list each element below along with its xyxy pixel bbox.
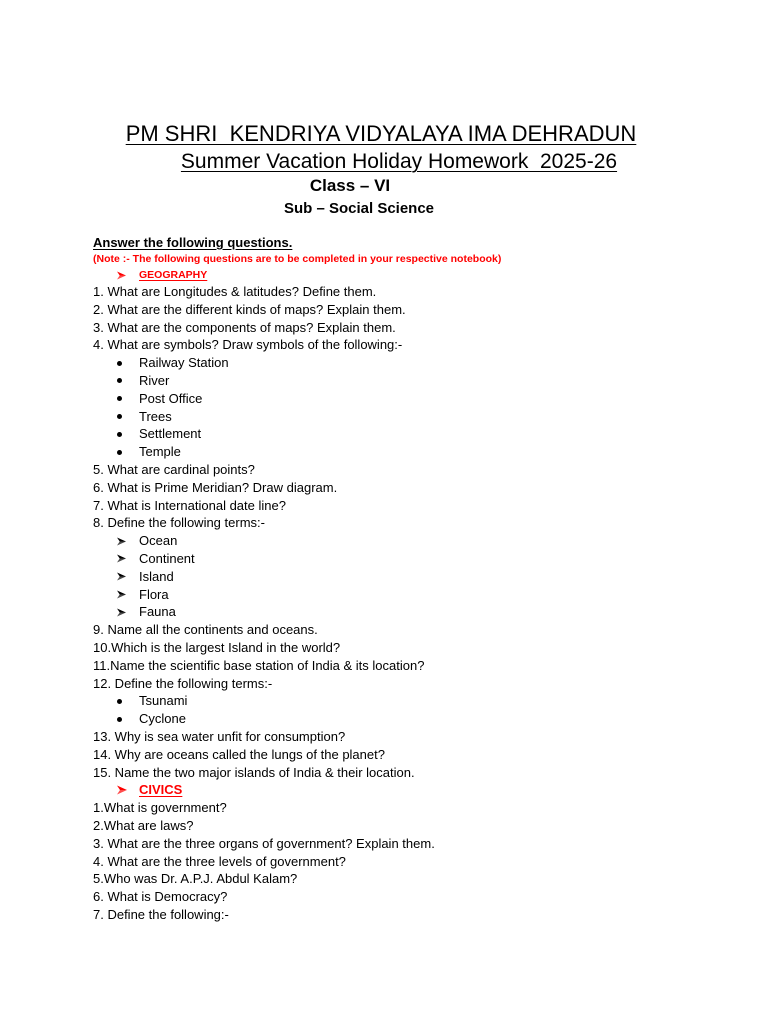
arrowhead-lower-facet (117, 790, 127, 795)
question-item: 7. Define the following:- (93, 906, 229, 922)
arrowhead-upper-facet (117, 271, 126, 275)
bullet-icon (117, 396, 122, 401)
sub-item-text: Railway Station (139, 355, 229, 371)
arrowhead-icon (117, 271, 126, 280)
document-title-text: Summer Vacation Holiday Homework 2025-26 (180, 150, 618, 173)
instructions-heading: Answer the following questions. (93, 235, 293, 250)
sub-item-text: Island (139, 568, 174, 584)
sub-item-text: Settlement (139, 426, 202, 442)
arrowhead-upper-facet (117, 608, 126, 612)
question-item: 1.What is government? (93, 800, 227, 816)
sub-item (93, 710, 733, 728)
question-item: 6. What is Prime Meridian? Draw diagram. (93, 479, 338, 495)
arrowhead-icon (117, 590, 126, 599)
sub-item (93, 586, 733, 604)
sub-item-text: Tsunami (139, 693, 188, 709)
question-item: 12. Define the following terms:- (93, 675, 273, 691)
question-item: 5.Who was Dr. A.P.J. Abdul Kalam? (93, 871, 298, 887)
arrowhead-lower-facet (117, 594, 126, 598)
arrowhead-lower-facet (117, 577, 126, 581)
question-item: 2.What are laws? (93, 817, 194, 833)
subject-label (0, 199, 768, 219)
arrowhead-upper-facet (117, 573, 126, 577)
sub-item (93, 372, 733, 390)
sub-item-text: Fauna (139, 604, 176, 620)
question-item: 3. What are the components of maps? Explain them. (93, 319, 396, 335)
question-item: 6. What is Democracy? (93, 889, 228, 905)
sub-item-text: Trees (139, 408, 172, 424)
question-item: 7. What is International date line? (93, 497, 286, 513)
sub-item (93, 603, 733, 621)
question-item: 15. Name the two major islands of India & their location. (93, 764, 415, 780)
arrowhead-icon (117, 537, 126, 546)
arrowhead-lower-facet (117, 275, 126, 279)
document-title (0, 149, 768, 175)
sub-item (93, 425, 733, 443)
sub-item (93, 354, 733, 372)
civics-questions (93, 799, 733, 924)
question-item: 4. What are the three levels of government? (93, 853, 346, 869)
subject-label-text: Sub – Social Science (283, 200, 435, 217)
class-label (0, 175, 768, 197)
class-label-text: Class – VI (309, 176, 391, 195)
arrowhead-lower-facet (117, 541, 126, 545)
arrowhead-lower-facet (117, 559, 126, 563)
bullet-icon (117, 414, 122, 419)
question-item: 2. What are the different kinds of maps? Explain them. (93, 301, 406, 317)
sub-item-text: Temple (139, 444, 181, 460)
sub-item (93, 550, 733, 568)
sub-item (93, 568, 733, 586)
section-heading-geography (93, 267, 733, 283)
question-item: 10.Which is the largest Island in the world? (93, 639, 341, 655)
sub-item-text: Cyclone (139, 711, 186, 727)
arrowhead-upper-facet (117, 786, 127, 791)
question-item: 13. Why is sea water unfit for consumption? (93, 728, 346, 744)
arrowhead-icon (117, 572, 126, 581)
question-content (93, 235, 733, 924)
bullet-icon (117, 361, 122, 366)
sub-item (93, 532, 733, 550)
sub-item-text: Post Office (139, 390, 203, 406)
arrowhead-upper-facet (117, 537, 126, 541)
arrowhead-upper-facet (117, 590, 126, 594)
question-item: 3. What are the three organs of government? Explain them. (93, 835, 435, 851)
sub-item-text: Continent (139, 550, 195, 566)
geography-questions (93, 283, 733, 781)
question-item: 11.Name the scientific base station of India & its location? (93, 657, 425, 673)
sub-item-text: Ocean (139, 533, 178, 549)
arrowhead-lower-facet (117, 612, 126, 616)
question-item: 4. What are symbols? Draw symbols of the following:- (93, 337, 403, 353)
sub-item (93, 390, 733, 408)
question-item: 8. Define the following terms:- (93, 515, 265, 531)
sub-item (93, 692, 733, 710)
sub-item-text: River (139, 372, 170, 388)
arrowhead-icon (117, 608, 126, 617)
sub-item (93, 443, 733, 461)
section-heading-civics (93, 781, 733, 799)
arrowhead-icon (117, 554, 126, 563)
school-name-text: PM SHRI KENDRIYA VIDYALAYA IMA DEHRADUN (125, 121, 637, 146)
arrowhead-icon (117, 785, 127, 795)
bullet-icon (117, 432, 122, 437)
question-item: 14. Why are oceans called the lungs of the planet? (93, 746, 385, 762)
bullet-icon (117, 699, 122, 704)
question-item: 9. Name all the continents and oceans. (93, 622, 318, 638)
instructions-note: (Note :- The following questions are to be completed in your respective notebook) (93, 253, 502, 265)
bullet-icon (117, 378, 122, 383)
bullet-icon (117, 717, 122, 722)
section-label-civics: CIVICS (139, 782, 183, 798)
question-item: 1. What are Longitudes & latitudes? Define them. (93, 284, 377, 299)
section-label-geography: GEOGRAPHY (139, 269, 208, 281)
question-item: 5. What are cardinal points? (93, 461, 255, 477)
sub-item-text: Flora (139, 586, 169, 602)
arrowhead-upper-facet (117, 555, 126, 559)
school-name (0, 121, 768, 147)
sub-item (93, 408, 733, 426)
bullet-icon (117, 450, 122, 455)
